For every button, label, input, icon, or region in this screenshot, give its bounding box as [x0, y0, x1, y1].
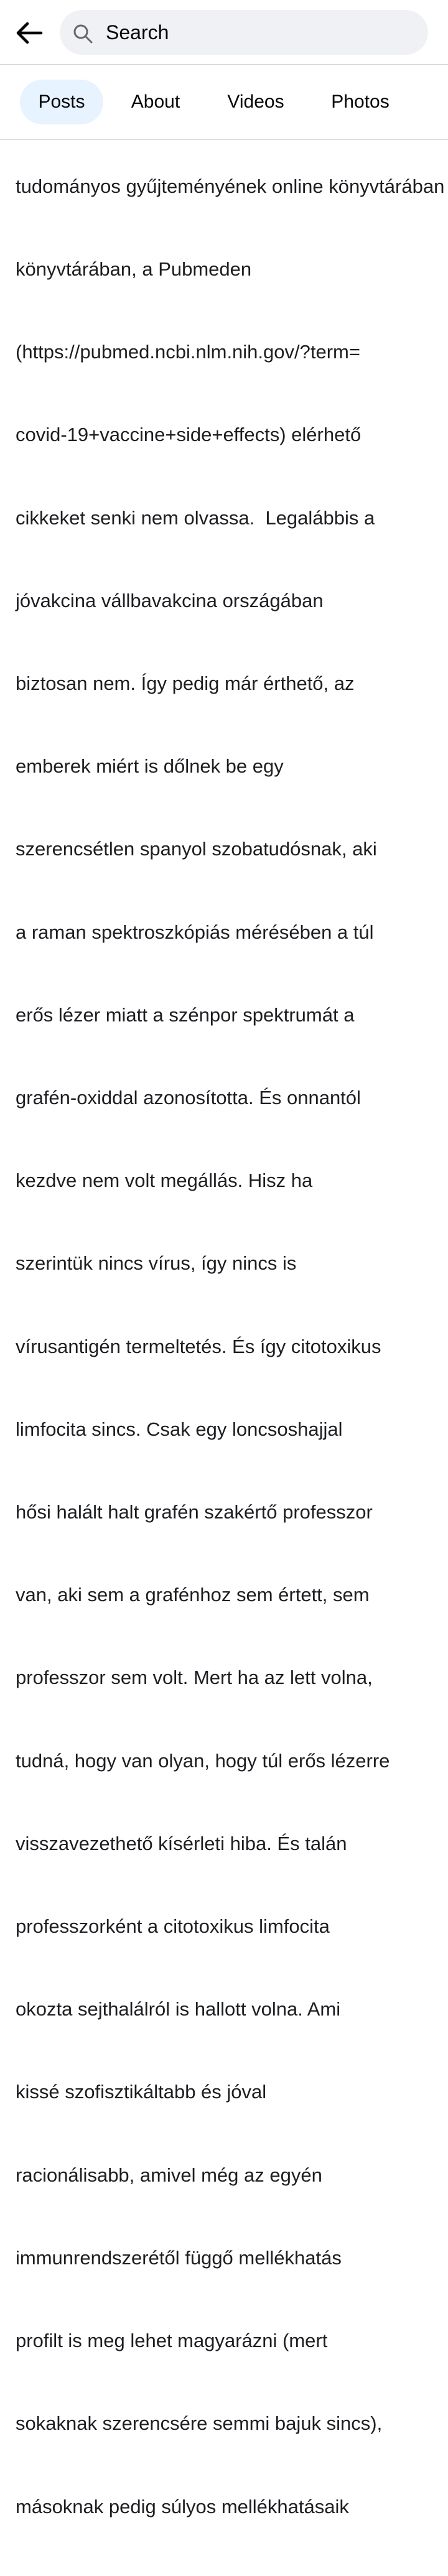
search-input[interactable] [106, 20, 404, 45]
post-line: a raman spektroszkópiás mérésében a túl [16, 921, 374, 943]
tab-posts[interactable]: Posts [20, 80, 103, 124]
post-line: immunrendszerétől függő mellékhatás [16, 2246, 342, 2269]
post-line: hősi halált halt grafén szakértő professzor [16, 1501, 373, 1523]
post-line: szerencsétlen spanyol szobatudósnak, aki [16, 838, 377, 860]
post-line: biztosan nem. Így pedig már érthető, az [16, 672, 355, 695]
arrow-left-icon [14, 17, 45, 49]
post-line: limfocita sincs. Csak egy loncsoshajjal [16, 1418, 343, 1440]
post-line: tudná, hogy van olyan, hogy túl erős lézerre [16, 1749, 390, 1772]
back-button[interactable] [14, 17, 45, 49]
post-line: grafén-oxiddal azonosította. És onnantól [16, 1087, 361, 1109]
post-line: racionálisabb, amivel még az egyén [16, 2164, 322, 2186]
post-line: másoknak pedig súlyos mellékhatásaik [16, 2495, 349, 2518]
post-line: tudományos gyűjteményének online könyvtárában [16, 175, 445, 197]
post-line: sokaknak szerencsére semmi bajuk sincs), [16, 2412, 383, 2435]
post-line: vírusantigén termeltetés. És így citotoxikus [16, 1335, 381, 1357]
post-line: professzor sem volt. Mert ha az lett volna, [16, 1667, 373, 1689]
post-line: visszavezethető kísérleti hiba. És talán [16, 1832, 347, 1854]
post-line: professzorként a citotoxikus limfocita [16, 1915, 330, 1938]
post-line: cikkeket senki nem olvassa. Legalábbis a [16, 506, 375, 529]
search-bar[interactable] [60, 10, 428, 55]
post-line: kezdve nem volt megállás. Hisz ha [16, 1169, 313, 1192]
search-icon [72, 23, 93, 44]
post-line: profilt is meg lehet magyarázni (mert [16, 2330, 328, 2352]
post-line: jóvakcina vállbavakcina országában [16, 589, 324, 611]
post-line: van, aki sem a grafénhoz sem értett, sem [16, 1584, 370, 1606]
post-line: covid-19+vaccine+side+effects) elérhető [16, 424, 362, 446]
post-content [0, 140, 448, 2518]
tab-photos[interactable]: Photos [331, 91, 390, 112]
post-line: könyvtárában, a Pubmeden [16, 258, 252, 281]
post-line: (https://pubmed.ncbi.nlm.nih.gov/?term= [16, 341, 360, 363]
post-line: emberek miért is dőlnek be egy [16, 755, 284, 778]
post-line: szerintük nincs vírus, így nincs is [16, 1252, 297, 1275]
post-line: kissé szofisztikáltabb és jóval [16, 2081, 267, 2103]
tab-videos[interactable]: Videos [227, 91, 284, 112]
top-bar [0, 0, 448, 65]
post-line: okozta sejthalálról is hallott volna. Ami [16, 1998, 341, 2020]
post-body-text [16, 118, 445, 2576]
tab-about[interactable]: About [131, 91, 180, 112]
post-line: erős lézer miatt a szénpor spektrumát a [16, 1003, 355, 1026]
